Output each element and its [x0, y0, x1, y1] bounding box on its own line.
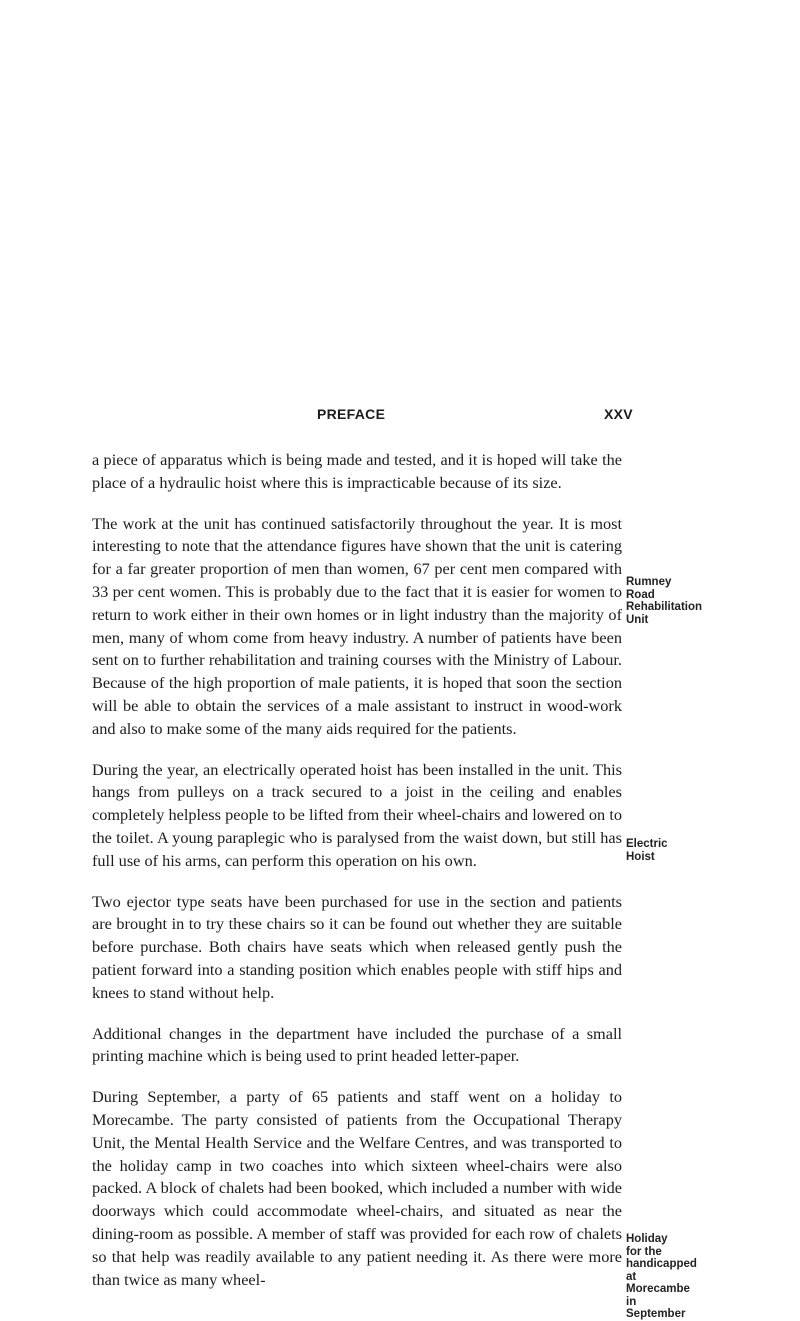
- running-title: PREFACE: [317, 406, 386, 422]
- margin-note-holiday: Holiday for the handicapped at Morecambe in September: [626, 1233, 697, 1320]
- paragraph: a piece of apparatus which is being made and tested, and it is hoped will take the place of a hydraulic hoist where this is impracticable because of its size.: [92, 450, 622, 492]
- paragraph: During September, a party of 65 patients and staff went on a holiday to Morecambe. The party consisted of patients from the Occupational Therapy Unit, the Mental Health Service and the Welfare Centres, and was transported to the holiday camp in two coaches into which sixteen wheel-chairs were also packed. A block of chalets had been booked, which included a number with wide doorways which could accommodate wheel-chairs, and situated as near the dining-room as possible. A member of staff was provided for each row of chalets so that help was readily available to any patient needing it. As there were more than twice as many wheel-: [92, 1087, 622, 1289]
- page-header: [0, 406, 800, 430]
- paragraph: Two ejector type seats have been purchased for use in the section and patients are brought in to try these chairs so it can be found out whether they are suitable before purchase. Both chairs have seats which when released gently push the patient forward into a standing position which enables people with stiff hips and knees to stand without help.: [92, 891, 622, 1002]
- page-number: XXV: [604, 406, 633, 422]
- margin-note-electric-hoist: Electric Hoist: [626, 838, 668, 863]
- margin-note-rumney-road: Rumney Road Rehabilitation Unit: [626, 576, 703, 626]
- body-text: [92, 449, 622, 1309]
- paragraph: Additional changes in the department have included the purchase of a small printing machine which is being used to print headed letter-paper.: [92, 1023, 622, 1066]
- paragraph: The work at the unit has continued satisfactorily throughout the year. It is most interesting to note that the attendance figures have shown that the unit is catering for a far greater proportion of men than women, 67 per cent men compared with 33 per cent women. This is probably due to the fact that it is easier for women to return to work either in their own homes or in light industry than the majority of men, many of whom come from heavy industry. A number of patients have been sent on to further rehabilitation and training courses with the Ministry of Labour. Because of the high proportion of male patients, it is hoped that soon the section will be able to obtain the services of a male assistant to instruct in wood-work and also to make some of the many aids required for the patients.: [92, 513, 622, 738]
- paragraph: During the year, an electrically operated hoist has been installed in the unit. This hangs from pulleys on a track secured to a joist in the ceiling and enables completely helpless people to be lifted from their wheel-chairs and lowered on to the toilet. A young paraplegic who is paralysed from the waist down, but still has full use of his arms, can perform this operation on his own.: [92, 759, 622, 870]
